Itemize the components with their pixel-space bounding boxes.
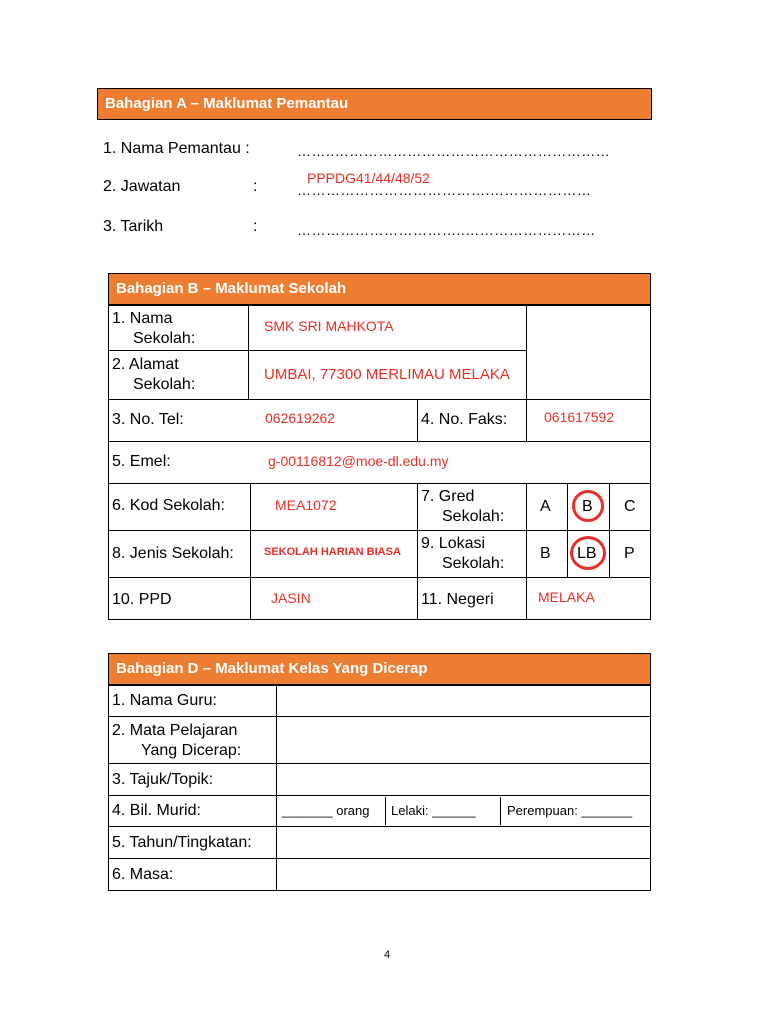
dots-jawatan: ………………………………….………………… — [297, 182, 592, 198]
section-d-header: Bahagian D – Maklumat Kelas Yang Dicerap — [108, 653, 651, 685]
label-mata-pelajaran: 2. Mata Pelajaran Yang Dicerap: — [112, 722, 242, 759]
label-no-faks: 4. No. Faks: — [421, 411, 508, 428]
gred-option-b: B — [582, 498, 593, 515]
lokasi-option-p: P — [624, 545, 635, 562]
label-nama-pemantau: 1. Nama Pemantau : — [103, 140, 250, 157]
label-ppd: 10. PPD — [112, 591, 172, 608]
label-emel: 5. Emel: — [112, 453, 171, 470]
label-no-tel: 3. No. Tel: — [112, 411, 184, 428]
value-no-tel: 062619262 — [265, 410, 336, 426]
label-nama-guru: 1. Nama Guru: — [112, 692, 217, 709]
colon-tarikh: : — [253, 218, 258, 235]
section-b-header: Bahagian B – Maklumat Sekolah — [108, 273, 651, 305]
gred-selected-circle — [572, 490, 604, 522]
label-jenis-sekolah: 8. Jenis Sekolah: — [112, 545, 234, 562]
value-jenis-sekolah: SEKOLAH HARIAN BIASA — [264, 546, 401, 558]
value-jawatan: PPPDG41/44/48/52 — [307, 170, 430, 186]
label-kod-sekolah: 6. Kod Sekolah: — [112, 497, 225, 514]
value-alamat-sekolah: UMBAI, 77300 MERLIMAU MELAKA — [264, 366, 510, 383]
label-bil-murid: 4. Bil. Murid: — [112, 802, 201, 819]
lokasi-option-lb: LB — [577, 545, 597, 562]
label-negeri: 11. Negeri — [421, 591, 494, 608]
label-masa: 6. Masa: — [112, 866, 174, 883]
label-tarikh: 3. Tarikh — [103, 218, 164, 235]
label-jawatan: 2. Jawatan — [103, 178, 181, 195]
label-alamat-sekolah: 2. Alamat Sekolah: — [112, 356, 196, 393]
colon-jawatan: : — [253, 178, 258, 195]
value-negeri: MELAKA — [538, 589, 595, 605]
bil-lelaki-blank[interactable]: Lelaki: ______ — [391, 803, 476, 818]
value-no-faks: 061617592 — [544, 409, 615, 425]
value-emel: g-00116812@moe-dl.edu.my — [268, 453, 449, 469]
dots-tarikh: ……………………………..……………………… — [297, 222, 596, 238]
lokasi-selected-circle — [570, 536, 606, 570]
label-tahun-tingkatan: 5. Tahun/Tingkatan: — [112, 834, 252, 851]
value-nama-sekolah: SMK SRI MAHKOTA — [264, 318, 394, 334]
value-ppd: JASIN — [271, 590, 311, 606]
section-a-header: Bahagian A – Maklumat Pemantau — [97, 88, 652, 120]
dots-nama-pemantau: ……..………………………………………………… — [297, 143, 611, 159]
label-lokasi-sekolah: 9. Lokasi Sekolah: — [421, 535, 505, 572]
bil-orang-blank[interactable]: _______ orang — [282, 803, 370, 818]
value-kod-sekolah: MEA1072 — [275, 497, 337, 513]
gred-option-c: C — [624, 498, 636, 515]
page-number: 4 — [384, 949, 391, 961]
gred-option-a: A — [540, 498, 551, 515]
lokasi-option-b: B — [540, 545, 551, 562]
label-gred-sekolah: 7. Gred Sekolah: — [421, 488, 505, 525]
label-tajuk: 3. Tajuk/Topik: — [112, 771, 214, 788]
bil-perempuan-blank[interactable]: Perempuan: _______ — [507, 803, 633, 818]
label-nama-sekolah: 1. Nama Sekolah: — [112, 310, 196, 347]
